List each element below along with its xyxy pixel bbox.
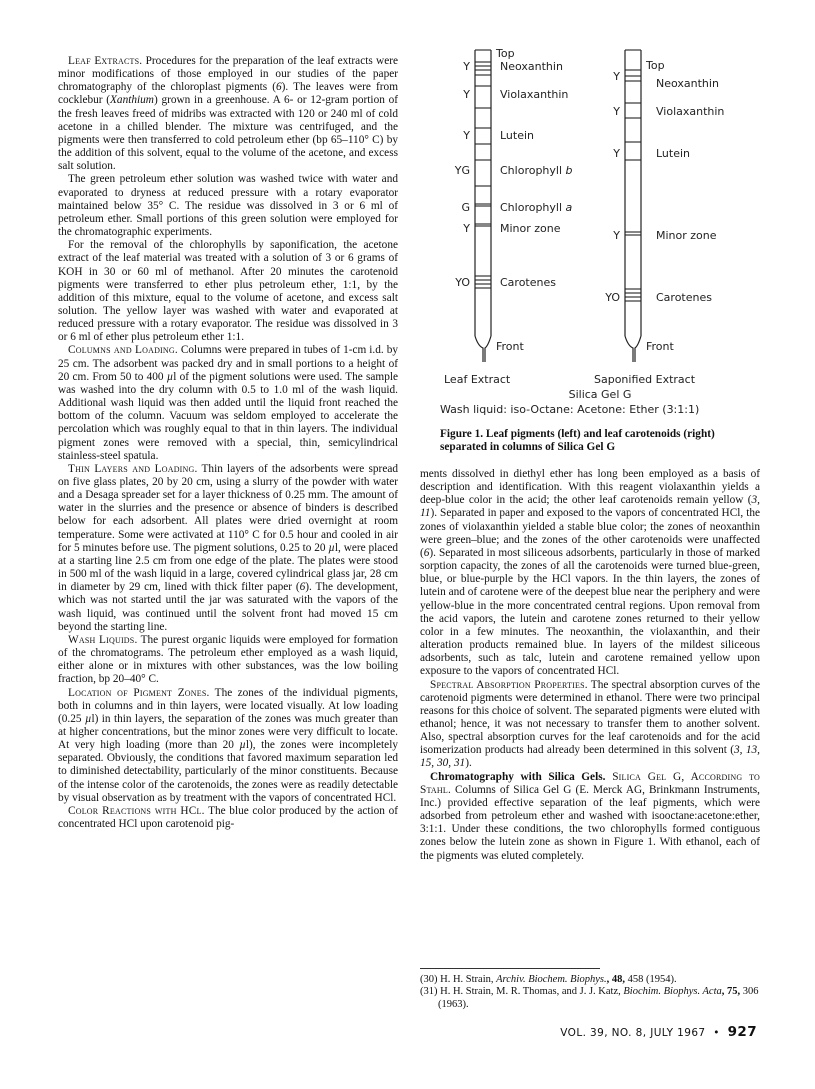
footnote-31 [420, 986, 760, 1011]
zone-color-mark: YO [455, 276, 470, 289]
zone-label-italic: b [565, 164, 573, 177]
left-column-tip [475, 336, 491, 362]
text-run: The blue color produced by the action of concentrated HCl upon carotenoid pig- [58, 804, 398, 831]
footnote-divider [420, 968, 600, 969]
text-run: ). [465, 757, 472, 770]
section-heading-spectral: Spectral Absorption Properties. [430, 678, 588, 691]
zone-label-minor-zone: Minor zone [656, 229, 717, 242]
zone-color-mark: Y [463, 129, 470, 142]
text-run: ). Separated in most siliceous adsorbents, particularly in those of marked sorption capacity, the zones of all the carotenoids were turned blue-green, blue, or blue-purple by the HCl vapors. In the thin layers, the zones of lutein and of carotene were of the deepest blue near the periphery and were yellow-blue in the more concentrated central regions. Upon removal from the acid vapors, the lutein and carotene zones returned to their yellow color in a few minutes. The neoxanthin, the violaxanthin, and their alteration products remained blue. In layers of the mildest siliceous adsorbents, such as talc, lutein and carotene remained yellow upon exposure to the vapors of concentrated HCl. [420, 546, 760, 678]
volume: , 75, [721, 986, 741, 998]
text-run: H. H. Strain, M. R. Thomas, and J. J. Katz, [437, 986, 624, 998]
front-label: Front [646, 340, 674, 353]
zone-color-mark: Y [613, 70, 620, 83]
adsorbent-label: Silica Gel G [568, 388, 632, 401]
text-run: l) in thin layers, the separation of the zones was much greater than at higher concentrations, but the minor zones were very difficult to locate. At very high loading (more than 20 [58, 712, 398, 752]
paragraph-saponification: For the removal of the chlorophylls by saponification, the acetone extract of the leaf material was treated with a solution of 3 or 6 grams of KOH in 30 or 60 ml of methanol. After 20 minutes the carotenoid pigments were transferred to ether plus petroleum ether, 1:1, by the addition of this mixture, equal to the volume of acetone, and excess salt solution. The yellow layer was washed with water and evaporated at reduced pressure with a rotary evaporator. The residue was dissolved in 3 or 6 ml of ether plus petroleum ether 1:1. [58, 239, 398, 344]
zone-label-chlorophyll-a [500, 201, 573, 214]
symbol: µ [84, 712, 92, 725]
zone-label-carotenes: Carotenes [656, 291, 712, 304]
zone-color-mark: YG [454, 164, 470, 177]
paragraph-spectral [420, 679, 760, 771]
citation: 6 [275, 81, 282, 94]
text-run: l, were placed at a starting line 2.5 cm from one edge of the plate. The plates were stood in 500 ml of the wash liquid in a large, covered cylindrical glass jar, 28 cm in diameter by 29 cm, lined with thick filter paper ( [58, 541, 398, 594]
front-label: Front [496, 340, 524, 353]
section-heading-leaf-extracts: Leaf Extracts. [68, 55, 143, 67]
text-run: ). The leaves were from cocklebur ( [58, 81, 398, 107]
figure-1 [440, 46, 770, 416]
wash-liquid-label: Wash liquid: iso-Octane: Acetone: Ether (3:1:1) [440, 403, 700, 416]
right-column-tip [625, 336, 641, 362]
issue-info: VOL. 39, NO. 8, JULY 1967 [560, 1027, 706, 1039]
top-label: Top [496, 47, 515, 60]
subsection-heading: Silica Gel G, According to Stahl. [420, 770, 760, 796]
text-run: l of the pigment solutions were used. The sample was washed into the dry column with 0.5 to 1.0 ml of the wash liquid. Additional wash liquid was then added until the liquid front reached the bottom of the column. Vacuum was seldom employed to accelerate the percolation which was roughly equal to that in thin layers. The individual pigment zones were removed with a special, thin, semicylindrical stainless-steel spatula. [58, 370, 398, 462]
symbol: µ [239, 739, 246, 752]
zone-color-mark: G [461, 201, 470, 214]
chromatogram-diagram [440, 46, 770, 396]
left-panel-title: Leaf Extract [444, 373, 511, 386]
text-run: Columns of Silica Gel G (E. Merck AG, Brinkmann Instruments, Inc.) provided effective separation of the leaf pigments, which were adsorbed from petroleum ether and washed with isooctane:acetone:ether, 3:1:1. Under these conditions, the two chlorophylls formed contiguous zones below the lutein zone as shown in Figure 1. With ethanol, each of the pigments was eluted completely. [420, 783, 760, 862]
paragraph-evaporation: The green petroleum ether solution was washed twice with water and evaporated to dryness at reduced pressure with a rotary evaporator maintained below 35° C. The residue was dissolved in 3 or 6 ml of petroleum ether. Small portions of this green solution were employed for the chromatographic experiments. [58, 173, 398, 239]
text-run: (31) [420, 986, 438, 998]
paragraph-leaf-extracts [58, 55, 398, 173]
section-heading-wash-liquids: Wash Liquids. [68, 633, 138, 646]
figure-caption: Figure 1. Leaf pigments (left) and leaf carotenoids (right) separated in columns of Silica Gel G [440, 428, 715, 453]
citation: 3, 13, 15, 30, 31 [420, 744, 760, 770]
paragraph-color-reactions [58, 805, 398, 831]
section-heading-thin-layers: Thin Layers and Loading. [68, 462, 198, 475]
paragraph-location [58, 687, 398, 805]
right-column [420, 468, 760, 863]
paragraph-wash-liquids [58, 634, 398, 687]
text-run: H. H. Strain, [437, 974, 497, 985]
page-footer [560, 1024, 757, 1040]
zone-label-violaxanthin: Violaxanthin [500, 88, 569, 101]
journal-name: Biochim. Biophys. Acta [623, 986, 722, 998]
zone-label-carotenes: Carotenes [500, 276, 556, 289]
zone-color-mark: Y [463, 88, 470, 101]
zone-color-mark: Y [613, 229, 620, 242]
left-column [58, 55, 398, 831]
paragraph-thin-layers [58, 463, 398, 634]
text-run: ). Separated in paper and exposed to the vapors of concentrated HCl, the zones of violaxanthin yielded a stable blue color; the zones of neoxanthin were green–blue; and the zones of the other carotenoids were unaffected ( [420, 507, 760, 559]
text-run: 306 (1963). [438, 986, 759, 1010]
text-run: Columns were prepared in tubes of 1-cm i.d. by 25 cm. The adsorbent was packed dry and in small portions to a height of 20 cm. From 50 to 400 [58, 344, 398, 383]
zone-label-neoxanthin: Neoxanthin [500, 60, 563, 73]
text-run: ). The development, which was not started until the jar was saturated with the vapors of the wash liquid, was continued until the solvent front had moved 15 cm beyond the starting line. [58, 581, 398, 633]
section-heading-location: Location of Pigment Zones. [68, 686, 210, 699]
zone-label-text: Chlorophyll [500, 164, 566, 177]
zone-label-italic: a [565, 201, 573, 214]
zone-label-lutein: Lutein [500, 129, 535, 142]
zone-label-neoxanthin: Neoxanthin [656, 77, 719, 90]
right-panel-title: Saponified Extract [594, 373, 696, 386]
page-number: 927 [727, 1024, 757, 1040]
section-heading-silica-gels: Chromatography with Silica Gels. [430, 770, 606, 783]
text-run: (30) [420, 974, 438, 985]
journal-name: Archiv. Biochem. Biophys. [496, 974, 607, 985]
zone-color-mark: Y [613, 105, 620, 118]
bullet-separator: • [713, 1027, 720, 1039]
text-run: The spectral absorption curves of the carotenoid pigments were determined in ethanol. There were two principal reasons for this choice of solvent. The separated pigments were eluted with ethanol; hence, it was not necessary to transfer them to another solvent. Also, spectral absorption curves for the leaf carotenoids and for the acid isomerization products had already been determined in this solvent ( [420, 678, 760, 757]
paragraph-silica-gels [420, 771, 760, 863]
zone-label-violaxanthin: Violaxanthin [656, 105, 725, 118]
symbol: µ [328, 541, 335, 554]
text-run: The zones of the individual pigments, both in columns and in thin layers, were located visually. At low loading (0.25 [58, 686, 398, 725]
zone-color-mark: Y [463, 60, 470, 73]
zone-label-chlorophyll-b [500, 164, 573, 177]
zone-label-text: Chlorophyll [500, 201, 566, 214]
citation: 3, 11 [420, 494, 760, 520]
paragraph-columns [58, 344, 398, 462]
text-run: ) grown in a greenhouse. A 6- or 12-gram portion of the fresh leaves freed of midribs was extracted with 120 or 240 ml of cold acetone in a chilled blender. The mixture was centrifuged, and the pigments were then transferred to cold petroleum ether (bp 65–110° C) by the addition of this solvent, equal to the volume of the acetone, and excess salt solution. [58, 94, 399, 173]
text-run: ments dissolved in diethyl ether has long been employed as a basis of description and identification. With this reagent violaxanthin yields a deep-blue color in the acid; the other leaf carotenoids remain yellow ( [420, 468, 760, 507]
citation: 6 [423, 546, 430, 559]
text-run: The purest organic liquids were employed for formation of the chromatograms. The petroleum ether employed as a wash liquid, either alone or in mixtures with other substances, was the low boiling fraction, bp 20–40° C. [58, 633, 398, 686]
zone-label-lutein: Lutein [656, 147, 691, 160]
zone-color-mark: Y [613, 147, 620, 160]
species-name: Xanthium [110, 94, 154, 107]
section-heading-color-reactions: Color Reactions with HCl. [68, 804, 205, 817]
footnote-30 [420, 974, 760, 986]
volume: , 48, [606, 974, 626, 985]
top-label: Top [646, 59, 665, 72]
text-run: Thin layers of the adsorbents were spread on five glass plates, 20 by 20 cm, using a slurry of the powder with water and a Desaga spreader set for a layer thickness of 0.25 mm. The amount of water in the slurries and the presence or absence of binders is described below for each adsorbent. All plates were dried overnight at room temperature. Some were activated at 110° C for 0.5 hour and cooled in air for 5 minutes before use. The pigment solutions, 0.25 to 20 [58, 462, 398, 554]
footnotes [420, 974, 760, 1011]
symbol: µ [166, 370, 174, 383]
zone-label-minor-zone: Minor zone [500, 222, 561, 235]
zone-color-mark: YO [605, 291, 620, 304]
paragraph-color-reactions-cont [420, 468, 760, 679]
zone-color-mark: Y [463, 222, 470, 235]
text-run: Procedures for the preparation of the leaf extracts were minor modifications of those employed in our studies of the paper chromatography of the chloroplast pigments ( [58, 55, 399, 94]
text-run: 458 (1954). [625, 974, 677, 985]
text-run: l), the zones were incompletely separated. Obviously, the conditions that favored maximum separation led to diminished detectability, particularly of the minor constituents. Because of the intense color of the carotenoids, the zones were as readily detectable by visual observation as by treatment with the vapors of concentrated HCl. [58, 739, 398, 804]
section-heading-columns: Columns and Loading. [68, 344, 178, 357]
citation: 6 [299, 581, 306, 594]
